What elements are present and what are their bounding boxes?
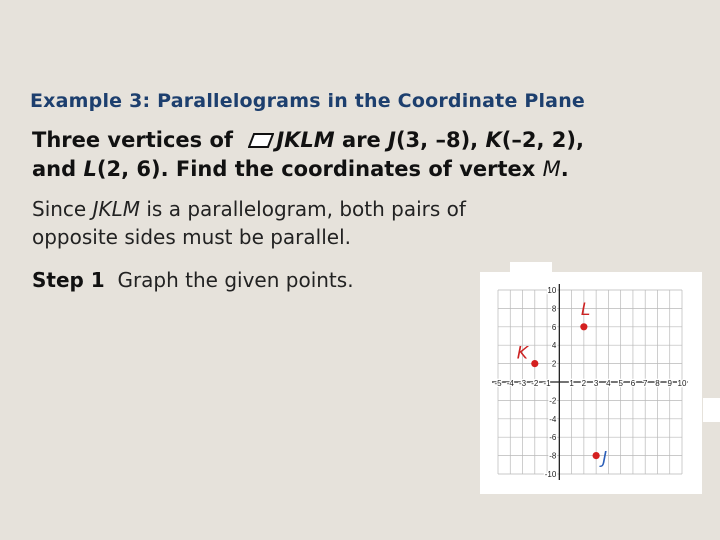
step-1 [32,268,354,292]
x-tick-label: 8 [655,379,660,388]
vertex-k: K [485,128,502,152]
coordinate-graph [480,272,702,494]
x-tick-label: 2 [581,379,587,388]
vertex-m: M [542,157,561,181]
shape-name: JKLM [92,197,141,221]
x-tick-label: -3 [518,379,527,388]
explanation [32,195,466,251]
y-tick-label: 6 [551,322,557,332]
x-tick-label: -4 [506,379,514,388]
step-text: Graph the given points. [117,268,354,292]
x-tick-label: -2 [531,379,539,388]
x-tick-label: 9 [667,379,672,388]
explanation-text: is a parallelogram, both pairs of [140,197,466,221]
y-tick-label: 2 [551,359,557,369]
point-l [580,323,587,330]
x-tick-label: 7 [642,379,648,388]
point-label-j: J [602,448,608,469]
explanation-line-2: opposite sides must be parallel. [32,225,351,249]
y-tick-label: 4 [551,341,557,351]
point-label-l: L [580,299,591,320]
parallelogram-icon [248,133,274,148]
vertex-j-coordinates: (3, –8), [395,128,486,152]
y-tick-label: 8 [551,304,557,314]
problem-text: . [560,157,569,181]
x-tick-label: 10 [677,379,687,388]
point-label-k: K [516,343,528,364]
y-tick-label: -10 [544,470,557,479]
vertex-l: L [83,157,97,181]
y-tick-label: -4 [549,414,557,424]
y-tick-label: -8 [549,451,557,461]
shape-name: JKLM [276,128,335,152]
point-j [593,452,600,459]
problem-line-2 [32,155,584,184]
point-k [531,360,538,367]
slide-title: Example 3: Parallelograms in the Coordinate Plane [30,90,586,112]
vertex-j: J [388,128,396,152]
problem-text: Three vertices of [32,128,241,152]
x-tick-label: 1 [569,379,574,388]
problem-line-1 [32,126,584,155]
step-label: Step 1 [32,268,105,292]
x-tick-label: -1 [543,379,551,388]
problem-text: are [334,128,389,152]
y-tick-label: -6 [549,433,557,443]
explanation-text: Since [32,197,93,221]
y-tick-label: -2 [549,396,557,406]
x-tick-label: -5 [494,379,502,388]
problem-statement [32,126,584,184]
explanation-line-1 [32,195,466,223]
x-tick-label: 5 [618,379,623,388]
vertex-l-coordinates: (2, 6). Find the coordinates of vertex [96,157,543,181]
y-tick-label: 10 [547,286,557,295]
white-tab-right [703,398,720,422]
vertex-k-coordinates: (–2, 2), [501,128,584,152]
x-tick-label: 4 [606,379,611,388]
x-tick-label: 6 [630,379,636,388]
problem-text: and [32,157,84,181]
x-tick-label: 3 [593,379,599,388]
